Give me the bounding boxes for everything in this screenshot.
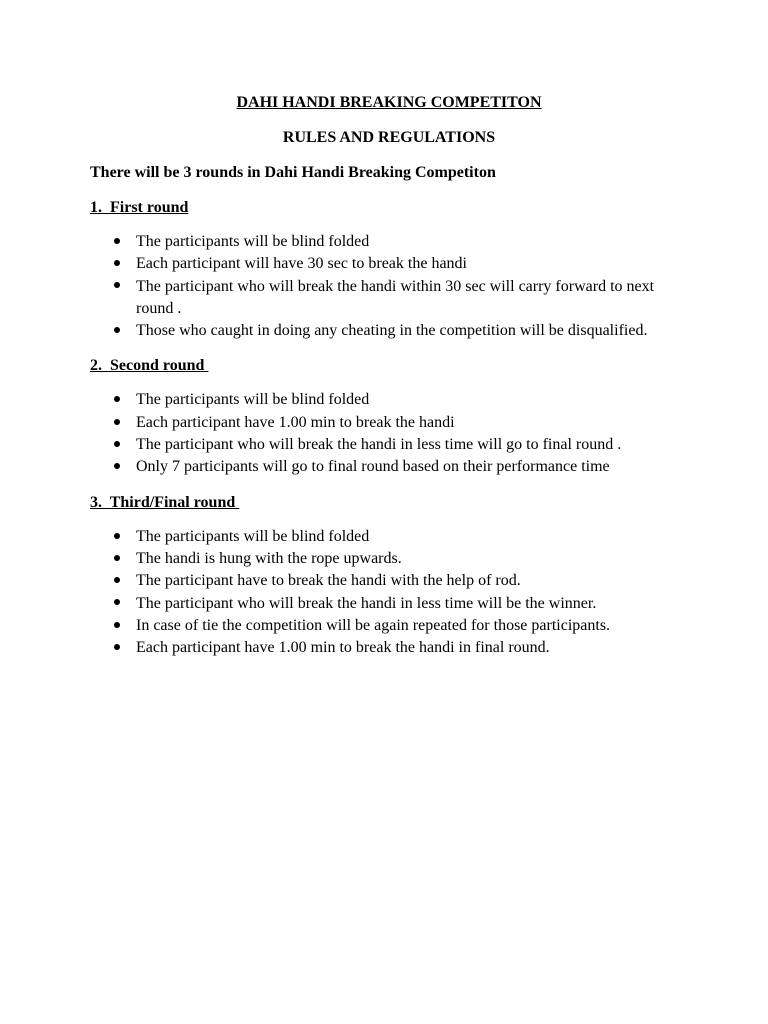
list-item-text: Only 7 participants will go to final round based on their performance time — [136, 458, 610, 476]
section-first-round — [90, 197, 680, 342]
section-final-round — [90, 492, 680, 660]
rules-list — [90, 526, 680, 660]
list-item — [90, 570, 680, 592]
bullet-icon — [110, 526, 124, 548]
list-item-text: Each participant will have 30 sec to break the handi — [136, 255, 467, 273]
bullet-icon — [110, 637, 124, 659]
list-item-text: The participant have to break the handi with the help of rod. — [136, 572, 521, 590]
rules-list — [90, 389, 680, 478]
list-item — [90, 276, 680, 321]
list-item-text: Each participant have 1.00 min to break the handi in final round. — [136, 639, 550, 657]
document-page — [90, 92, 680, 672]
rules-list — [90, 231, 680, 342]
bullet-icon — [110, 615, 124, 637]
list-item-text: The participant who will break the handi in less time will go to final round . — [136, 436, 622, 454]
intro-text: There will be 3 rounds in Dahi Handi Breaking Competiton — [90, 164, 496, 181]
bullet-icon — [110, 253, 124, 275]
bullet-icon — [110, 456, 124, 478]
list-item — [90, 548, 680, 570]
list-item — [90, 456, 680, 478]
bullet-icon — [110, 593, 124, 615]
list-item-text: Those who caught in doing any cheating in the competition will be disqualified. — [136, 322, 648, 340]
bullet-icon — [110, 434, 124, 456]
bullet-icon — [110, 320, 124, 342]
list-item — [90, 526, 680, 548]
list-item — [90, 253, 680, 275]
document-subtitle: RULES AND REGULATIONS — [282, 129, 496, 146]
section-heading: 3. Third/Final round — [90, 493, 240, 511]
document-title: DAHI HANDI BREAKING COMPETITON — [236, 94, 542, 111]
bullet-icon — [110, 412, 124, 434]
list-item-text: Each participant have 1.00 min to break the handi — [136, 413, 455, 431]
bullet-icon — [110, 276, 124, 298]
section-second-round — [90, 355, 680, 478]
bullet-icon — [110, 570, 124, 592]
list-item-text: The participants will be blind folded — [136, 233, 370, 250]
list-item-text: The handi is hung with the rope upwards. — [136, 549, 402, 567]
list-item — [90, 320, 680, 342]
list-item — [90, 231, 680, 253]
list-item — [90, 637, 680, 659]
bullet-icon — [110, 231, 124, 253]
list-item — [90, 615, 680, 637]
list-item-text: The participants will be blind folded — [136, 527, 370, 545]
list-item — [90, 593, 680, 615]
list-item-text: The participant who will break the handi within 30 sec will carry forward to next round . — [136, 277, 655, 317]
list-item — [90, 434, 680, 456]
list-item — [90, 389, 680, 411]
list-item-text: The participants will be blind folded — [136, 391, 370, 409]
bullet-icon — [110, 389, 124, 411]
section-heading: 2. Second round — [90, 357, 209, 375]
list-item — [90, 412, 680, 434]
bullet-icon — [110, 548, 124, 570]
section-heading: 1. First round — [90, 199, 189, 216]
list-item-text: In case of tie the competition will be again repeated for those participants. — [136, 616, 611, 634]
list-item-text: The participant who will break the handi in less time will be the winner. — [136, 594, 597, 612]
